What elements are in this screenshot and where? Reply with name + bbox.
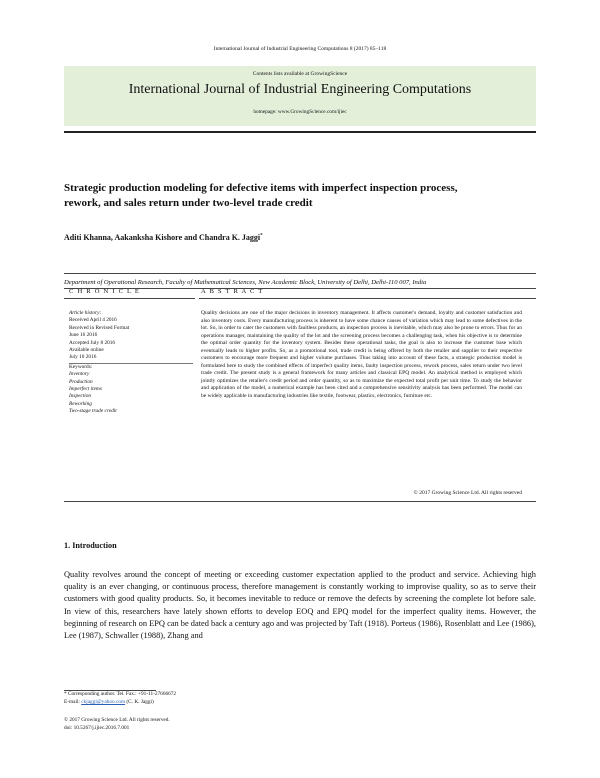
doi[interactable]: doi: 10.5267/j.ijiec.2016.7.001 [64,725,130,731]
chronicle-heading: C H R O N I C L E [69,288,141,295]
abstract-heading-rule [199,298,536,299]
keyword: Production [69,378,93,385]
author-list [64,233,263,242]
keyword: Imperfect items [69,386,102,393]
contents-line: Contents lists available at GrowingScience [252,71,348,77]
abstract-heading: A B S T R A C T [201,288,264,295]
running-head: International Journal of Industrial Engineering Computations 8 (2017) 85–118 [213,46,387,52]
abstract-text: Quality decisions are one of the major decisions in inventory management. It affects customer's demand, loyalty and customer satisfaction and also inventory costs. Every manufacturing process is inherent to have some chance causes of variation which may lead to some defectives in the lot. So, in order to cater the customers with faultless products, an inspection process is inevitable, which may also be prone to errors. Thus for an operations manager, maintaining the quality of the lot and the screening process becomes a challenging task, when his objective is to determine the optimal order quantity for the inventory system. Besides these operational tasks, the goal is also to increase the customer base which eventually leads to higher profits. So, as a promotional tool, trade credit is being offered by both the retailer and supplier to their respective customers to encourage more frequent and higher volume purchases. Thus taking into account of these facts, a strategic production model is formulated here to study the combined effects of imperfect quality items, faulty inspection process, rework process, sales return under two level trade credit. The present study is a general framework for many articles and classical EPQ model. An analytical method is employed which jointly optimizes the retailer's credit period and order quantity, so as to maximize the expected total profit per unit time. To study the behavior and application of the model, a numerical example has been cited and a comprehensive sensitivity analysis has been performed. The model can be widely applicable in manufacturing industries like textile, footwear, plastics, electronics, furniture etc. [201,310,522,399]
paper-title-line-2: rework, and sales return under two-level trade credit [64,197,313,209]
paper-title-line-1: Strategic production modeling for defective items with imperfect inspection process, [64,182,458,194]
history-line: Accepted July 8 2016 [69,339,116,346]
history-line: July 10 2016 [69,354,97,361]
keyword: Two-stage trade credit [69,408,117,415]
keyword: Inventory [69,371,90,378]
history-line: Available online [69,347,104,354]
email-label: E-mail: [64,699,82,705]
keyword: Inspection [69,393,92,400]
chronicle-heading-rule [64,298,195,299]
corresponding-author-mark: * [260,233,263,239]
journal-homepage[interactable]: homepage: www.GrowingScience.com/ijiec [253,109,347,115]
history-line: Received April 4 2016 [69,317,117,324]
affiliation: Department of Operational Research, Faculty of Mathematical Sciences, New Academic Block, University of Delhi, Delhi-110 007, India [64,279,427,286]
front-matter-bottom-rule [64,501,536,502]
footnote-publication [64,716,170,732]
paper-title [64,181,536,211]
keyword: Reworking [69,400,92,407]
history-label: Article history: [69,310,102,316]
authors-text: Aditi Khanna, Aakanksha Kishore and Chandra K. Jaggi [64,233,261,242]
article-info [69,310,193,416]
footnote-corresponding [64,690,176,706]
email-line [64,698,176,706]
email-name: (C. K. Jaggi) [126,699,154,705]
abstract-copyright: © 2017 Growing Science Ltd. All rights reserved [413,490,522,496]
history-line: Received in Revised Format [69,324,130,331]
history-line: June 16 2016 [69,332,98,339]
journal-title: International Journal of Industrial Engineering Computations [128,82,472,97]
email-link[interactable]: ckjaggi@yahoo.com [81,699,126,705]
corresponding-author-note: * Corresponding author. Tel. Fax.: +91-11-27666672 [64,691,177,697]
publisher-copyright: © 2017 Growing Science Ltd. All rights reserved. [64,717,170,723]
introduction-heading: 1. Introduction [64,541,117,550]
introduction-text: Quality revolves around the concept of meeting or exceeding customer expectation applied to the product and service. Achieving high quality is an ever changing, or continuous process, therefore management is constantly working to improvise quality, so as to serve their customers with good quality products. So, it becomes inevitable to reduce or remove the defects by screening the complete lot before sale. In view of this, researchers have lately shown efforts to develop EOQ and EPQ model for the imperfect quality items. However, the beginning of research on EPQ can be dated back a century ago and was projected by Taft (1918). Porteus (1986), Rosenblatt and Lee (1986), Lee (1987), Schwaller (1988), Zhang and [64,570,536,641]
keywords-label: Keywords: [69,363,193,371]
journal-masthead [64,66,536,126]
affiliation-top-rule [64,273,536,274]
masthead-divider [64,131,536,133]
